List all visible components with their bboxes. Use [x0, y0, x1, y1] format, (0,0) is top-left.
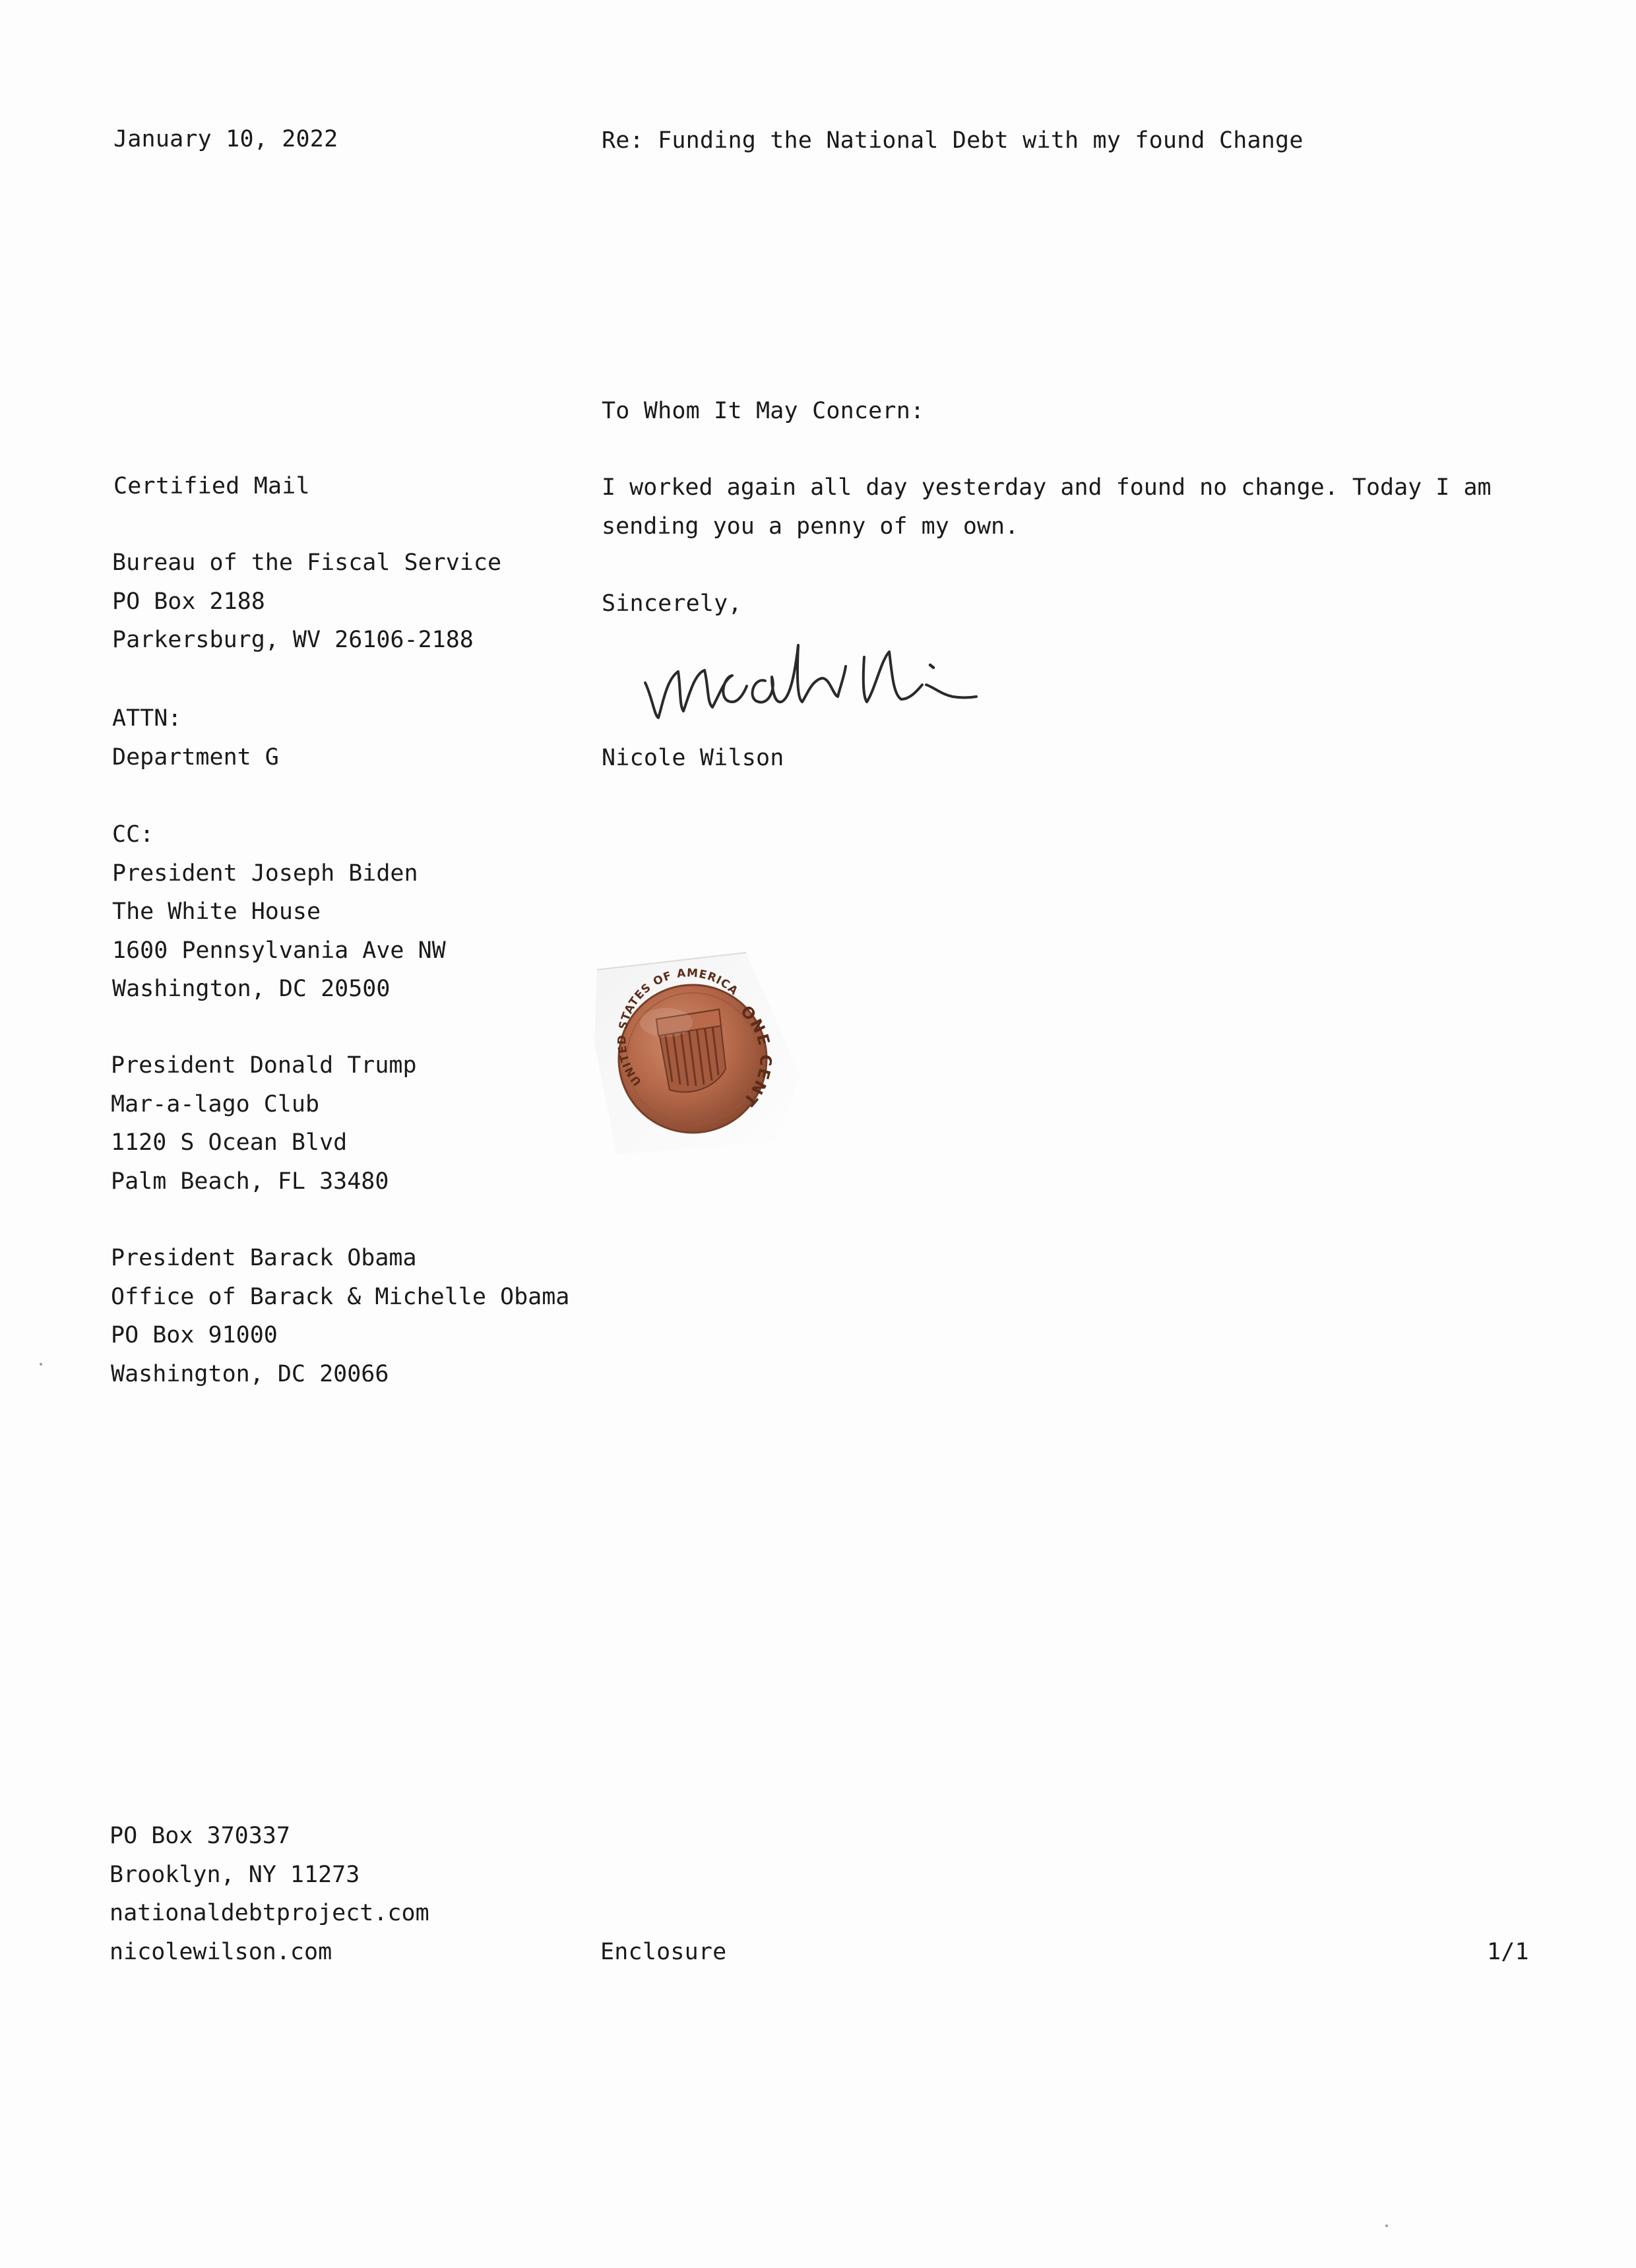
cc-address-line: 1600 Pennsylvania Ave NW: [112, 937, 446, 964]
cc-address-line: Office of Barack & Michelle Obama: [111, 1283, 570, 1310]
cc-address-line: The White House: [112, 898, 321, 925]
sender-website: nationaldebtproject.com: [110, 1900, 429, 1926]
handwritten-signature: [640, 633, 1009, 726]
cc-address-line: Washington, DC 20066: [111, 1360, 389, 1387]
address-line: PO Box 2188: [112, 588, 265, 615]
closing: Sincerely,: [602, 590, 742, 617]
cc-address-line: 1120 S Ocean Blvd: [111, 1129, 348, 1156]
sender-address-line: PO Box 370337: [110, 1823, 290, 1849]
attn-value: Department G: [112, 743, 279, 771]
page-indicator: 1/1: [1487, 1939, 1529, 1965]
enclosure-label: Enclosure: [600, 1939, 727, 1965]
recipient-address: [112, 544, 501, 660]
cc-recipient: [111, 1239, 569, 1393]
signer-name: Nicole Wilson: [602, 745, 784, 771]
letter-subject: Re: Funding the National Debt with my found Change: [602, 127, 1304, 154]
sender-address: [110, 1817, 429, 1971]
address-line: Bureau of the Fiscal Service: [112, 550, 502, 576]
salutation: To Whom It May Concern:: [602, 398, 925, 424]
cc-address-line: Mar-a-lago Club: [111, 1090, 320, 1118]
coin-inscription-top: UNITED STATES OF AMERICA: [615, 966, 741, 1088]
scan-speck: [1385, 2224, 1388, 2227]
delivery-method: Certified Mail: [113, 473, 310, 499]
body-line: I worked again all day yesterday and found no change. Today I am: [602, 474, 1492, 501]
coin-inscription-right: ONE CENT: [737, 1001, 775, 1111]
cc-label: CC:: [112, 821, 154, 848]
letter-date: January 10, 2022: [113, 126, 338, 152]
body-line: sending you a penny of my own.: [602, 513, 1019, 540]
cc-address-line: Palm Beach, FL 33480: [111, 1168, 389, 1195]
cc-address-line: President Donald Trump: [111, 1052, 417, 1079]
cc-recipient: [111, 1046, 417, 1201]
cc-address-line: PO Box 91000: [111, 1322, 278, 1348]
penny-enclosure: [590, 943, 815, 1168]
cc-block: [112, 815, 446, 1009]
sender-website: nicolewilson.com: [110, 1938, 332, 1965]
cc-address-line: Washington, DC 20500: [112, 976, 391, 1002]
scan-speck: [40, 1363, 42, 1366]
sender-address-line: Brooklyn, NY 11273: [110, 1861, 360, 1888]
cc-address-line: President Barack Obama: [111, 1245, 417, 1271]
attn-block: [112, 699, 279, 776]
cc-address-line: President Joseph Biden: [112, 860, 418, 887]
address-line: Parkersburg, WV 26106-2188: [112, 627, 474, 653]
penny-icon: [590, 943, 815, 1168]
letter-body: [602, 468, 1538, 546]
attn-label: ATTN:: [112, 705, 182, 732]
